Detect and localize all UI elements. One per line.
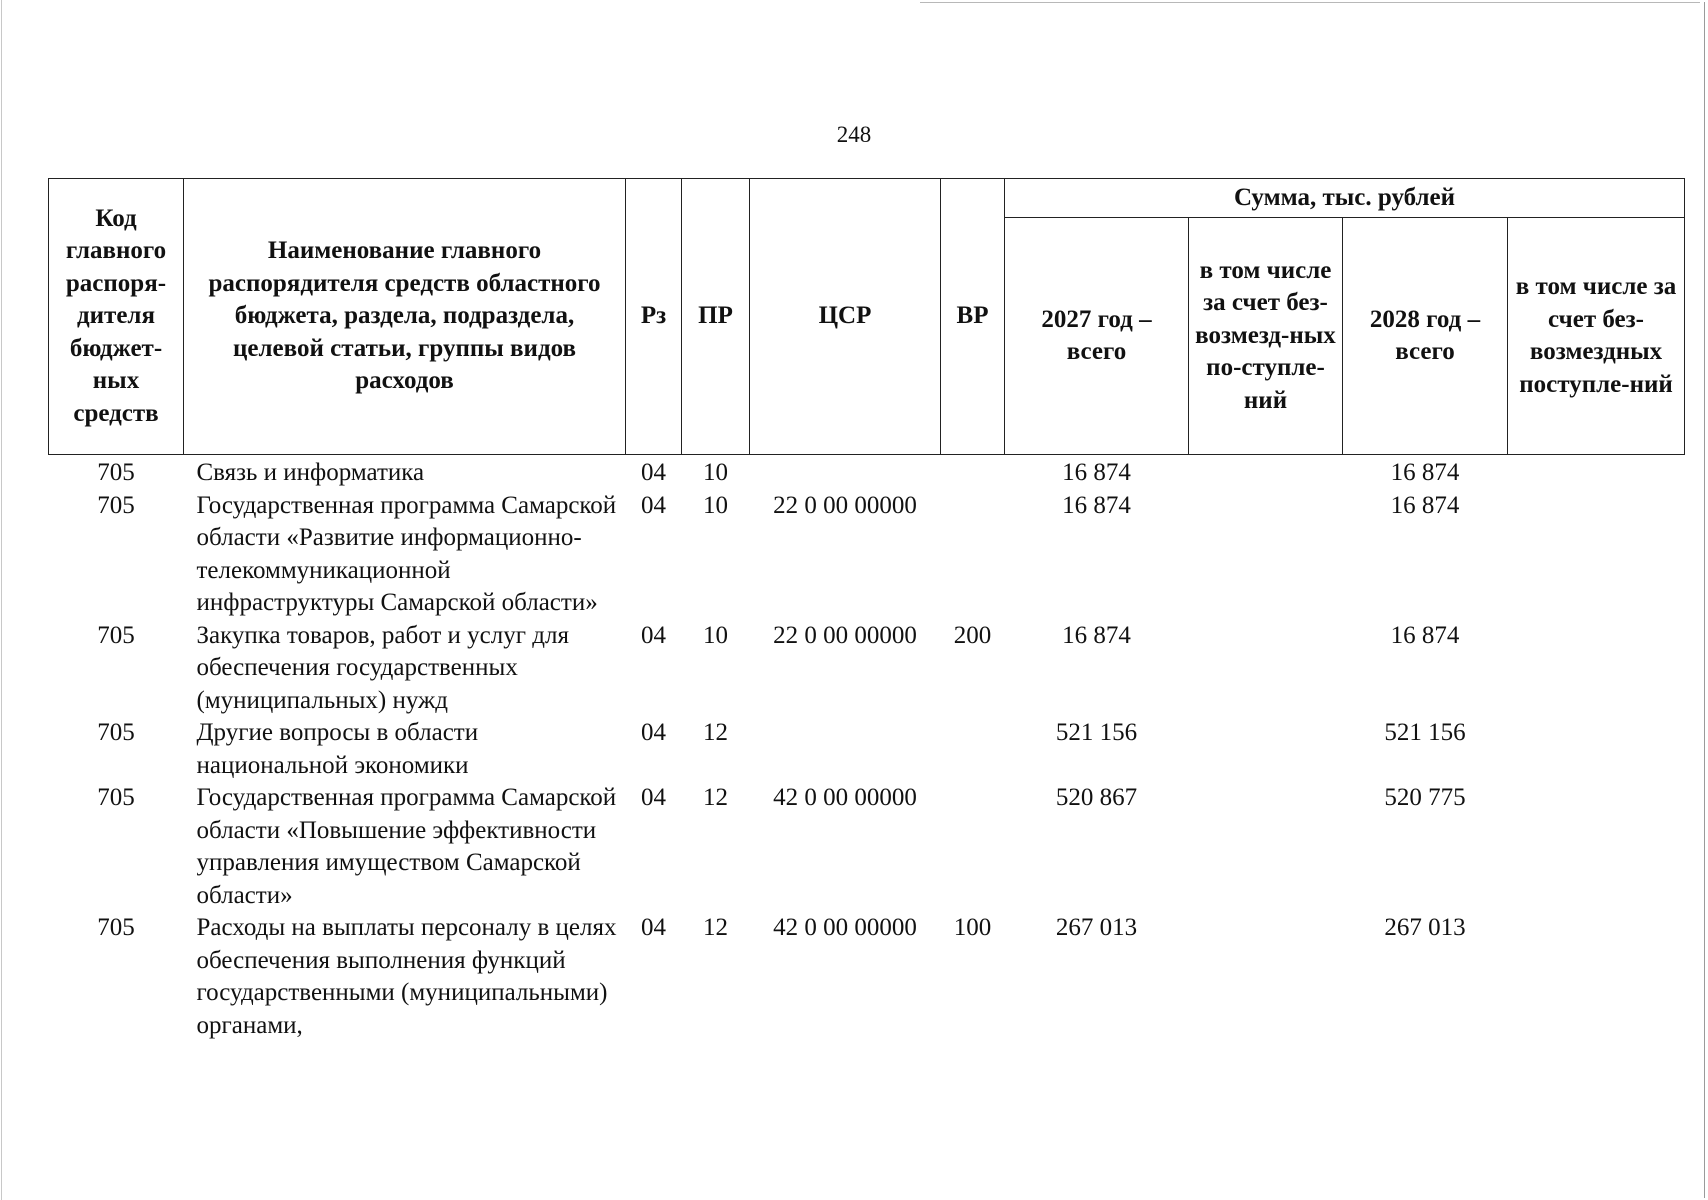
cell-2027-free	[1189, 620, 1343, 718]
cell-2028-free	[1508, 620, 1685, 718]
cell-vr	[941, 717, 1005, 782]
cell-2028-total: 521 156	[1384, 719, 1466, 746]
cell-name: Другие вопросы в области национальной экономики	[196, 719, 479, 779]
page-number: 248	[836, 122, 872, 147]
cell-code: 705	[97, 719, 135, 746]
cell-csr: 42 0 00 00000	[773, 914, 917, 941]
scan-edge-top	[920, 2, 1700, 3]
table-header	[49, 179, 1685, 455]
cell-name: Закупка товаров, работ и услуг для обеспечения государственных (муниципальных) нужд	[196, 621, 569, 714]
scan-edge-right	[1704, 2, 1705, 1198]
cell-csr: 22 0 00 00000	[773, 491, 917, 519]
cell-pr: 10	[703, 459, 728, 486]
cell-rz: 04	[641, 784, 666, 811]
cell-2027-total: 16 874	[1062, 459, 1131, 486]
scan-edge-left	[1, 0, 2, 1200]
cell-vr: 100	[953, 914, 992, 941]
table-row	[49, 912, 1685, 1042]
cell-vr	[941, 490, 1005, 620]
header-2028-free: в том числе за счет без-возмездных поступле-ний	[1508, 218, 1685, 455]
cell-2028-free	[1508, 912, 1685, 1042]
cell-name: Государственная программа Самарской области «Повышение эффективности управления имуществом Самарской области»	[196, 784, 617, 909]
header-pr: ПР	[682, 179, 750, 455]
cell-code: 705	[97, 491, 135, 519]
header-2027-total: 2027 год – всего	[1005, 218, 1189, 455]
table-body	[49, 455, 1685, 1043]
cell-vr	[941, 782, 1005, 912]
cell-rz: 04	[641, 914, 666, 941]
cell-2028-total: 16 874	[1390, 621, 1460, 649]
header-row-top	[49, 179, 1685, 218]
header-rz: Рз	[626, 179, 682, 455]
cell-2027-total: 521 156	[1055, 719, 1138, 746]
cell-pr: 10	[703, 621, 728, 649]
cell-2027-total: 520 867	[1055, 784, 1138, 811]
table-row	[49, 782, 1685, 912]
cell-2028-free	[1508, 717, 1685, 782]
cell-2028-free	[1508, 782, 1685, 912]
cell-2028-free	[1508, 455, 1685, 490]
header-vr: ВР	[941, 179, 1005, 455]
cell-code: 705	[97, 914, 135, 941]
cell-rz: 04	[641, 491, 666, 519]
cell-2027-free	[1189, 717, 1343, 782]
header-code: Код главного распоря-дителя бюджет-ных средств	[49, 179, 184, 455]
cell-2028-total: 267 013	[1384, 914, 1466, 941]
header-2027-free: в том числе за счет без-возмезд-ных по-ступле-ний	[1189, 218, 1343, 455]
cell-vr: 200	[953, 621, 992, 649]
cell-rz: 04	[641, 719, 666, 746]
header-csr: ЦСР	[750, 179, 941, 455]
cell-2027-total: 16 874	[1062, 621, 1131, 649]
header-name: Наименование главного распорядителя средств областного бюджета, раздела, подраздела, целевой статьи, группы видов расходов	[184, 179, 626, 455]
cell-2028-total: 520 775	[1384, 784, 1466, 811]
cell-2028-total: 16 874	[1390, 459, 1460, 486]
table-row	[49, 620, 1685, 718]
header-2028-total: 2028 год – всего	[1343, 218, 1508, 455]
table-row	[49, 490, 1685, 620]
table-row	[49, 717, 1685, 782]
cell-pr: 12	[703, 784, 728, 811]
cell-csr	[750, 455, 941, 490]
cell-name: Государственная программа Самарской области «Развитие информационно-телекоммуникационной инфраструктуры Самарской области»	[196, 491, 617, 616]
cell-2027-free	[1189, 455, 1343, 490]
cell-code: 705	[97, 784, 135, 811]
cell-2028-total: 16 874	[1390, 491, 1460, 519]
cell-2027-free	[1189, 782, 1343, 912]
cell-csr: 42 0 00 00000	[773, 784, 917, 811]
cell-code: 705	[97, 459, 135, 486]
cell-2027-total: 267 013	[1055, 914, 1138, 941]
cell-pr: 12	[703, 914, 728, 941]
cell-csr	[750, 717, 941, 782]
cell-2027-free	[1189, 490, 1343, 620]
cell-pr: 12	[703, 719, 728, 746]
cell-name: Связь и информатика	[196, 459, 425, 486]
cell-pr: 10	[703, 491, 728, 519]
cell-vr	[941, 455, 1005, 490]
cell-rz: 04	[641, 459, 666, 486]
table-row	[49, 455, 1685, 490]
cell-2027-free	[1189, 912, 1343, 1042]
budget-table	[48, 178, 1685, 1042]
cell-2028-free	[1508, 490, 1685, 620]
cell-2027-total: 16 874	[1062, 491, 1131, 519]
cell-csr: 22 0 00 00000	[773, 621, 917, 649]
header-sum-group: Сумма, тыс. рублей	[1005, 179, 1685, 218]
cell-code: 705	[97, 621, 135, 649]
cell-name: Расходы на выплаты персоналу в целях обеспечения выполнения функций государственными (муниципальными) органами,	[196, 914, 617, 1039]
cell-rz: 04	[641, 621, 666, 649]
